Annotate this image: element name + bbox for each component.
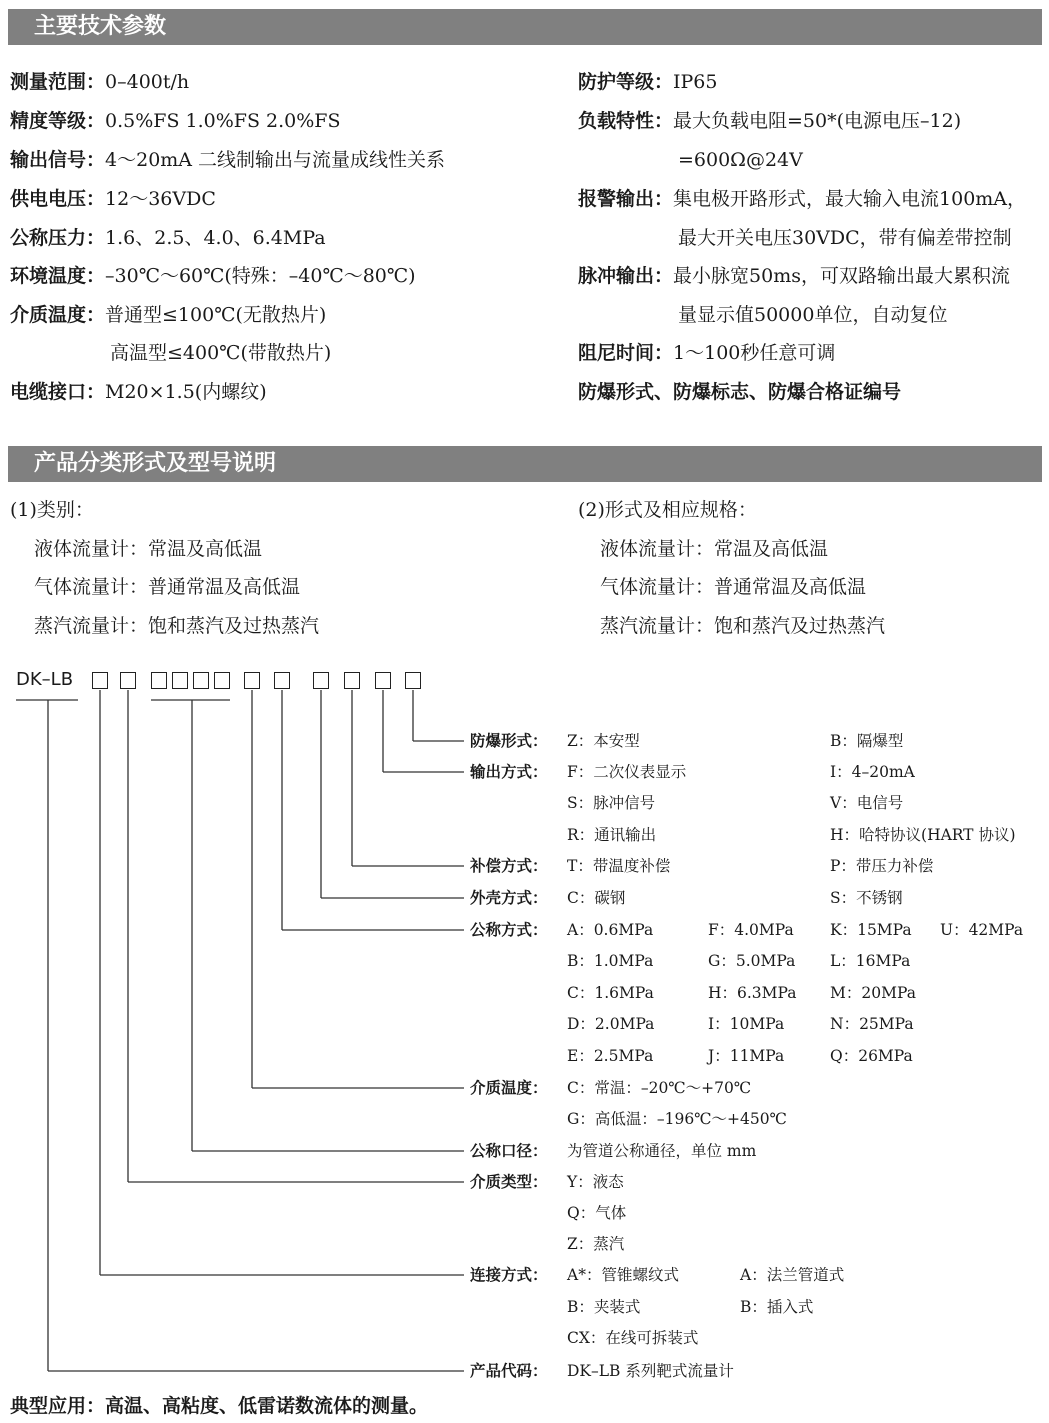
code-option: I：10MPa — [708, 1015, 785, 1033]
spec-row: 输出信号：4～20mA 二线制输出与流量成线性关系 — [10, 149, 446, 171]
code-label-housing: 外壳方式： — [470, 888, 548, 907]
spec-row: 电缆接口：M20×1.5(内螺纹) — [10, 381, 267, 403]
spec-row: 脉冲输出：最小脉宽50ms，可双路输出最大累积流 — [578, 265, 1010, 287]
code-option: B：插入式 — [740, 1298, 814, 1316]
code-option: Q：气体 — [567, 1204, 627, 1222]
spec-row: 环境温度：–30℃～60℃(特殊：–40℃～80℃) — [10, 265, 416, 287]
code-option: I：4–20mA — [830, 763, 915, 781]
code-option: F：4.0MPa — [708, 921, 794, 939]
code-option: N：25MPa — [830, 1015, 914, 1033]
code-option: S：不锈钢 — [830, 889, 903, 907]
spec-row: 精度等级：0.5%FS 1.0%FS 2.0%FS — [10, 110, 341, 132]
code-option: C：常温：–20℃～+70℃ — [567, 1079, 752, 1097]
spec-row: 最大开关电压30VDC，带有偏差带控制 — [678, 227, 1012, 249]
section-header-specs: 主要技术参数 — [8, 9, 1042, 45]
spec-row: 介质温度：普通型≤100℃(无散热片) — [10, 304, 327, 326]
code-option: A：0.6MPa — [567, 921, 654, 939]
code-option: A*：管锥螺纹式 — [567, 1266, 679, 1284]
code-label-product: 产品代码： — [470, 1361, 548, 1380]
code-label-compensation: 补偿方式： — [470, 856, 548, 875]
form-item: 气体流量计：普通常温及高低温 — [600, 576, 867, 598]
code-option: B：夹装式 — [567, 1298, 641, 1316]
code-label-medium-type: 介质类型： — [470, 1172, 548, 1191]
code-option: J：11MPa — [708, 1047, 785, 1065]
code-option: C：碳钢 — [567, 889, 626, 907]
spec-row: 供电电压：12～36VDC — [10, 188, 216, 210]
category-item: 气体流量计：普通常温及高低温 — [34, 576, 301, 598]
category-item: 液体流量计：常温及高低温 — [34, 538, 263, 560]
spec-row: 阻尼时间：1～100秒任意可调 — [578, 342, 836, 364]
code-option: Y：液态 — [567, 1173, 624, 1191]
form-heading: (2)形式及相应规格： — [578, 499, 757, 521]
code-option: C：1.6MPa — [567, 984, 654, 1002]
spec-row: =600Ω@24V — [678, 149, 803, 171]
spec-row: 防护等级：IP65 — [578, 71, 718, 93]
category-heading: (1)类别： — [10, 499, 94, 521]
code-option: H：哈特协议(HART 协议) — [830, 826, 1016, 844]
spec-row: 测量范围：0–400t/h — [10, 71, 190, 93]
code-option: G：高低温：–196℃～+450℃ — [567, 1110, 787, 1128]
code-option: B：隔爆型 — [830, 732, 904, 750]
code-option: D：2.0MPa — [567, 1015, 655, 1033]
code-option: Z：本安型 — [567, 732, 640, 750]
spec-row: 量显示值50000单位，自动复位 — [678, 304, 948, 326]
code-option: F：二次仪表显示 — [567, 763, 687, 781]
code-option: Q：26MPa — [830, 1047, 913, 1065]
code-option: B：1.0MPa — [567, 952, 654, 970]
category-item: 蒸汽流量计：饱和蒸汽及过热蒸汽 — [34, 615, 320, 637]
code-option: V：电信号 — [830, 794, 904, 812]
model-code-prefix: DK–LB — [16, 669, 74, 690]
code-option: M：20MPa — [830, 984, 916, 1002]
code-option: P：带压力补偿 — [830, 857, 934, 875]
code-option: A：法兰管道式 — [740, 1266, 845, 1284]
code-label-medium-temp: 介质温度： — [470, 1078, 548, 1097]
code-option: G：5.0MPa — [708, 952, 796, 970]
spec-row: 防爆形式、防爆标志、防爆合格证编号 — [578, 381, 902, 403]
code-option: S：脉冲信号 — [567, 794, 656, 812]
spec-row: 负载特性：最大负载电阻=50*(电源电压–12) — [578, 110, 962, 132]
section-header-classification: 产品分类形式及型号说明 — [8, 446, 1042, 482]
code-option: U：42MPa — [940, 921, 1024, 939]
form-item: 液体流量计：常温及高低温 — [600, 538, 829, 560]
code-option: T：带温度补偿 — [567, 857, 671, 875]
form-item: 蒸汽流量计：饱和蒸汽及过热蒸汽 — [600, 615, 886, 637]
code-option: DK–LB 系列靶式流量计 — [567, 1362, 734, 1380]
code-label-diameter: 公称口径： — [470, 1141, 548, 1160]
spec-row: 报警输出：集电极开路形式，最大输入电流100mA， — [578, 188, 1027, 210]
code-label-output: 输出方式： — [470, 762, 548, 781]
code-option: 为管道公称通径，单位 mm — [567, 1142, 757, 1160]
typical-application: 典型应用：高温、高粘度、低雷诺数流体的测量。 — [10, 1395, 429, 1417]
code-option: H：6.3MPa — [708, 984, 797, 1002]
code-option: CX：在线可拆装式 — [567, 1329, 699, 1347]
code-option: R：通讯输出 — [567, 826, 657, 844]
code-option: L：16MPa — [830, 952, 911, 970]
code-label-pressure: 公称方式： — [470, 920, 548, 939]
spec-row: 高温型≤400℃(带散热片) — [110, 342, 332, 364]
code-label-connection: 连接方式： — [470, 1265, 548, 1284]
code-option: K：15MPa — [830, 921, 912, 939]
spec-row: 公称压力：1.6、2.5、4.0、6.4MPa — [10, 227, 326, 249]
code-option: Z：蒸汽 — [567, 1235, 625, 1253]
code-label-explosion: 防爆形式： — [470, 731, 548, 750]
code-option: E：2.5MPa — [567, 1047, 654, 1065]
